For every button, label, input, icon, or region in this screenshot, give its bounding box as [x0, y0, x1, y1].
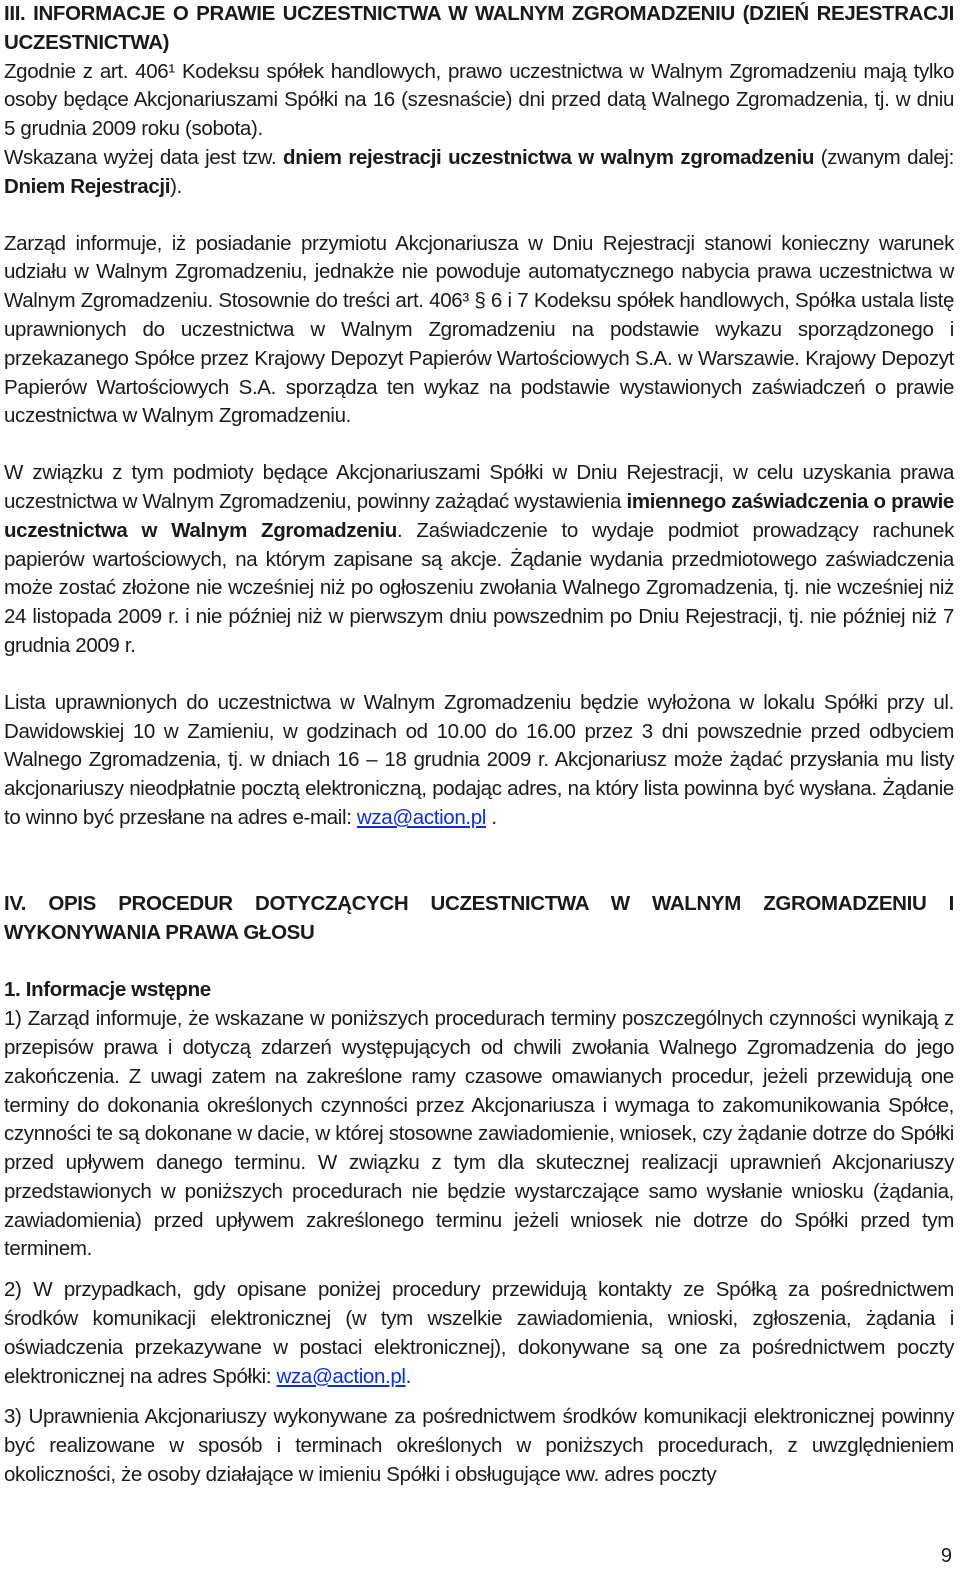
paragraph-text: Wskazana wyżej data jest tzw.: [4, 145, 284, 169]
spacer: [4, 947, 954, 976]
paragraph-text: .: [405, 1364, 411, 1388]
bold-term-certificate: imiennego zaświadczenia o prawie uczestnictwa w Walnym Zgromadzeniu: [4, 489, 954, 542]
spacer: [4, 431, 954, 459]
paragraph-text: ).: [170, 174, 182, 198]
section-3-paragraph-1: [4, 58, 954, 202]
bold-term-dniem-rejestracji: Dniem Rejestracji: [4, 174, 171, 198]
email-link[interactable]: wza@action.pl: [356, 805, 486, 829]
section-3-paragraph-3: [4, 459, 954, 661]
paragraph-text: Zgodnie z art. 406¹ Kodeksu spółek handlowych, prawo uczestnictwa w Walnym Zgromadzeniu mają tylko osoby będące Akcjonariuszami Spółki na 16 (szesnaście) dni przed datą Walnego Zgromadzenia, tj. w dniu 5 grudnia 2009 roku (sobota).: [4, 59, 954, 141]
subsection-heading: 1. Informacje wstępne: [4, 978, 211, 1002]
section-4-item-1: 1) Zarząd informuje, że wskazane w poniższych procedurach terminy poszczególnych czynności wynikają z przepisów prawa i dotyczą zdarzeń występujących od chwili zwołania Walnego Zgromadzenia do jego zakończenia. Z uwagi zatem na zakreślone ramy czasowe omawianych procedur, jeżeli przewidują one terminy do dokonania określonych czynności przez Akcjonariusza i wymaga to zakomunikowania Spółce, czynności te są dokonane w dacie, w której stosowne zawiadomienie, wniosek, czy żądanie dotrze do Spółki przed upływem danego terminu. W związku z tym dla skutecznej realizacji uprawnień Akcjonariuszy przedstawionych w poniższych procedurach nie będzie wystarczające samo wysłanie wniosku (żądania, zawiadomienia) przed upływem zakreślonego terminu jeżeli wniosek nie dotrze do Spółki przed tym terminem.: [4, 1007, 954, 1261]
section-3-paragraph-4: [4, 689, 954, 833]
paragraph-text: . Zaświadczenie to wydaje podmiot prowadzący rachunek papierów wartościowych, na którym zapisane są akcje. Żądanie wydania przedmiotowego zaświadczenia może zostać złożone nie wcześniej niż po ogłoszeniu zwołania Walnego Zgromadzenia, tj. nie wcześniej niż 24 listopada 2009 r. i nie później niż w pierwszym dniu powszednim po Dniu Rejestracji, tj. nie później niż 7 grudnia 2009 r.: [4, 518, 954, 657]
section-4-heading: IV. OPIS PROCEDUR DOTYCZĄCYCH UCZESTNICTWA W WALNYM ZGROMADZENIU I WYKONYWANIA PRAWA GŁOSU: [4, 891, 954, 944]
paragraph-text: Lista uprawnionych do uczestnictwa w Walnym Zgromadzeniu będzie wyłożona w lokalu Spółki przy ul. Dawidowskiej 10 w Zamieniu, w godzinach od 10.00 do 16.00 przez 3 dni powszednie przed odbyciem Walnego Zgromadzenia, tj. w dniach 16 – 18 grudnia 2009 r. Akcjonariusz może żądać przysłania mu listy akcjonariuszy nieodpłatnie pocztą elektroniczną, podając adres, na który lista powinna być wysłana. Żądanie to winno być przesłane na adres e-mail:: [4, 690, 954, 829]
section-3-paragraph-2: Zarząd informuje, iż posiadanie przymiotu Akcjonariusza w Dniu Rejestracji stanowi konieczny warunek udziału w Walnym Zgromadzeniu, jednakże nie powoduje automatycznego nabycia prawa uczestnictwa w Walnym Zgromadzeniu. Stosownie do treści art. 406³ § 6 i 7 Kodeksu spółek handlowych, Spółka ustala listę uprawnionych do uczestnictwa w Walnym Zgromadzeniu na podstawie wykazu sporządzonego i przekazanego Spółce przez Krajowy Depozyt Papierów Wartościowych S.A. w Warszawie. Krajowy Depozyt Papierów Wartościowych S.A. sporządza ten wykaz na podstawie wystawionych zaświadczeń o prawie uczestnictwa w Walnym Zgromadzeniu.: [4, 231, 954, 428]
bold-term-registration-day: dniem rejestracji uczestnictwa w walnym zgromadzeniu: [283, 145, 815, 169]
section-3-heading: III. INFORMACJE O PRAWIE UCZESTNICTWA W WALNYM ZGROMADZENIU (DZIEŃ REJESTRACJI UCZESTNICTWA): [4, 2, 954, 54]
spacer: [4, 202, 954, 230]
page-number: 9: [940, 1545, 952, 1567]
email-link[interactable]: wza@action.pl: [276, 1364, 406, 1388]
document-page: [4, 0, 954, 1490]
spacer: [4, 1391, 954, 1403]
spacer: [4, 1264, 954, 1276]
paragraph-text: 2) W przypadkach, gdy opisane poniżej procedury przewidują kontakty ze Spółką za pośrednictwem środków komunikacji elektronicznej (w tym wszelkie zawiadomienia, wnioski, zgłoszenia, żądania i oświadczenia przekazywane w postaci elektronicznej), dokonywane są one za pośrednictwem poczty elektronicznej na adres Spółki:: [4, 1278, 954, 1388]
section-4-item-3: 3) Uprawnienia Akcjonariuszy wykonywane za pośrednictwem środków komunikacji elektronicznej powinny być realizowane w sposób i terminach określonych w poniższych procedurach, z uwzględnieniem okoliczności, że osoby działające w imieniu Spółki i obsługujące ww. adres poczty: [4, 1405, 954, 1487]
section-4-item-2: [4, 1276, 954, 1391]
spacer: [4, 661, 954, 689]
paragraph-text: .: [486, 805, 497, 829]
paragraph-text: (zwanym dalej:: [814, 145, 954, 169]
spacer: [4, 833, 954, 890]
paragraph-text: W związku z tym podmioty będące Akcjonariuszami Spółki w Dniu Rejestracji, w celu uzyskania prawa uczestnictwa w Walnym Zgromadzeniu, powinny zażądać wystawienia: [4, 461, 954, 513]
